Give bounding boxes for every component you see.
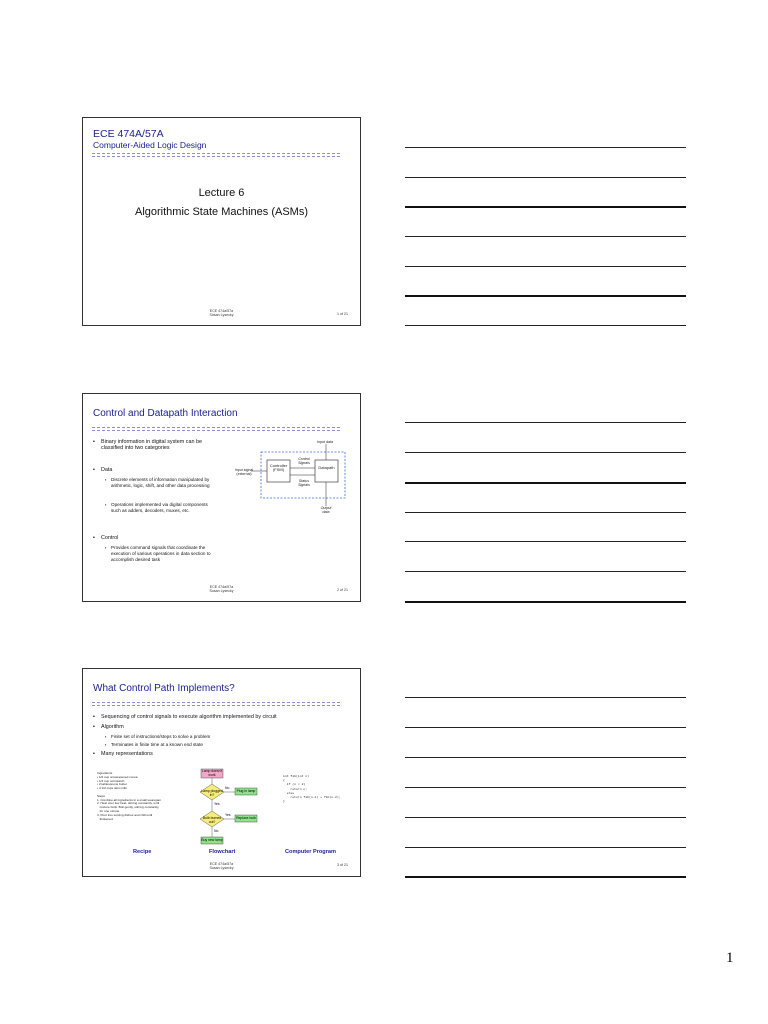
diagram-input-signal: Input signal (external) <box>234 468 254 477</box>
code-line: } <box>283 799 285 804</box>
flow-q1-label: Lamp plugged in? <box>201 789 223 797</box>
title-divider <box>92 705 340 706</box>
note-line <box>405 422 686 423</box>
bullet-item: ▪ Binary information in digital system can be classified into two categories <box>93 439 202 452</box>
note-line <box>405 295 686 297</box>
title-divider <box>92 427 340 428</box>
recipe-line: for one minute <box>97 808 120 813</box>
slide-1 <box>82 117 361 326</box>
bullet-item: ▪ Algorithm <box>93 724 124 730</box>
bullet-item: ▪ Control <box>93 535 119 541</box>
flow-no-label: No <box>214 829 219 833</box>
slide-2 <box>82 393 361 602</box>
code-line: { <box>283 778 285 783</box>
slide-footer <box>83 585 360 593</box>
handout-page-number: 1 <box>726 950 734 966</box>
lecture-subtitle: Algorithmic State Machines (ASMs) <box>135 206 308 218</box>
datapath-box <box>315 460 338 482</box>
recipe-line: • 1/2 cup unsweetened cocoa <box>97 774 138 779</box>
footer-author: Susan Lysecky <box>209 313 234 317</box>
recipe-line: Steps <box>97 793 105 798</box>
note-line <box>405 727 686 728</box>
footer-author: Susan Lysecky <box>209 589 234 593</box>
flow-start-label: Lamp doesn't work <box>201 769 223 777</box>
note-line <box>405 482 686 484</box>
bullet-item: ▪ Sequencing of control signals to execute algorithm implemented by circuit <box>93 714 277 720</box>
diagram-output-data: Output data <box>320 506 332 515</box>
slide-page-number: 3 of 21 <box>337 863 348 867</box>
note-line <box>405 512 686 513</box>
bullet-item: ▪ Data <box>93 467 113 473</box>
note-line <box>405 236 686 237</box>
code-text <box>283 774 353 803</box>
recipe-label: Recipe <box>133 849 152 855</box>
diagram-input-data: Input data <box>317 440 333 444</box>
slide-title: What Control Path Implements? <box>93 683 235 694</box>
code-line: int fib(int n) <box>283 774 309 778</box>
note-line <box>405 177 686 178</box>
footer-course: ECE 474a/57a <box>209 309 234 313</box>
note-line <box>405 571 686 572</box>
note-line <box>405 697 686 698</box>
diagram-status-signals: Status Signals <box>298 479 310 488</box>
note-line <box>405 206 686 208</box>
recipe-line: 1. Combine all ingredients in a small saucepan <box>97 797 161 802</box>
note-line <box>405 757 686 758</box>
slide-page-number: 2 of 21 <box>337 588 348 592</box>
control-datapath-diagram <box>223 438 353 518</box>
code-line: else <box>283 790 295 795</box>
footer-course: ECE 474a/57a <box>209 862 234 866</box>
title-divider <box>92 702 340 703</box>
flow-end-label: Buy new lamp <box>201 838 223 842</box>
sub-bullet-item: ▪ Operations implemented via digital components such as adders, decoders, muxes, etc. <box>105 502 208 513</box>
slide-page-number: 1 of 21 <box>337 312 348 316</box>
flowchart-diagram <box>193 767 273 849</box>
footer-author: Susan Lysecky <box>209 866 234 870</box>
slide-footer <box>83 862 360 870</box>
recipe-text <box>97 772 177 821</box>
note-line <box>405 787 686 788</box>
course-title: ECE 474A/57A <box>93 128 164 140</box>
recipe-line: • 1/4 cup cornstarch <box>97 778 125 783</box>
flowchart-label: Flowchart <box>209 849 236 855</box>
note-line <box>405 817 686 818</box>
title-divider <box>92 156 340 157</box>
flow-no-label: No <box>225 786 230 790</box>
note-line <box>405 452 686 453</box>
flow-a1-label: Plug in lamp <box>236 789 256 793</box>
note-line <box>405 601 686 603</box>
note-line <box>405 847 686 848</box>
note-line <box>405 876 686 878</box>
bullet-item: ▪ Many representations <box>93 751 153 757</box>
slide-footer <box>83 309 360 317</box>
flow-yes-label: Yes <box>214 802 220 806</box>
code-line: return fib(n-1) + fib(n-2); <box>283 795 341 800</box>
note-line <box>405 325 686 326</box>
diagram-control-signals: Control Signals <box>298 457 310 466</box>
slide-3 <box>82 668 361 877</box>
sub-bullet-item: ▪ Terminates in finite time at a known end state <box>105 742 203 747</box>
diagram-datapath: Datapath <box>318 465 335 470</box>
title-divider <box>92 430 340 431</box>
flow-yes-label: Yes <box>225 813 231 817</box>
recipe-line: • 2 tablespoons butter <box>97 782 127 787</box>
sub-bullet-item: ▪ Discrete elements of information manipulated by arithmetic, logic, shift, and other data processing <box>105 477 210 488</box>
footer-course: ECE 474a/57a <box>209 585 234 589</box>
diagram-controller: Controller (FSM) <box>269 463 288 473</box>
note-line <box>405 266 686 267</box>
note-line <box>405 147 686 148</box>
course-subtitle: Computer-Aided Logic Design <box>93 140 207 150</box>
lecture-number: Lecture 6 <box>198 187 245 199</box>
flow-a2-label: Replace bulb <box>236 816 256 820</box>
title-divider <box>92 153 340 154</box>
note-line <box>405 541 686 542</box>
flow-q2-label: Bulb burned out? <box>202 816 222 824</box>
recipe-line: Ingredients <box>97 771 113 775</box>
recipe-line: 2. Heat over low heat, stirring constantly, until <box>97 801 160 806</box>
computer-program-label: Computer Program <box>285 849 336 855</box>
recipe-line: • 4 1/2 cups skim milk <box>97 786 127 791</box>
sub-bullet-item: ▪ Provides command signals that coordinate the execution of various operations in data section to accomplish desired task <box>105 545 211 562</box>
recipe-line: thickened <box>97 816 113 821</box>
recipe-line: mixture boils. Boil gently, stirring constantly, <box>97 805 160 810</box>
slide-title: Control and Datapath Interaction <box>93 408 238 419</box>
code-line: if (n < 2) <box>283 782 306 787</box>
sub-bullet-item: ▪ Finite set of instructions/steps to solve a problem <box>105 734 211 739</box>
recipe-line: 3. Pour into serving dishes and chill until <box>97 812 153 817</box>
code-line: return n; <box>283 786 308 791</box>
